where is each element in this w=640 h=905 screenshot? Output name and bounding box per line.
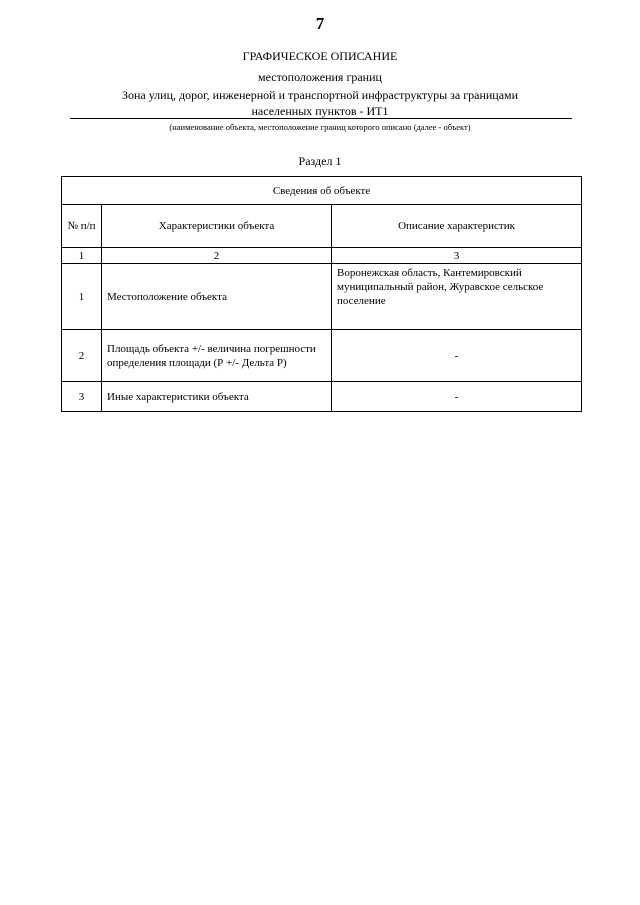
object-name-line-1: Зона улиц, дорог, инженерной и транспортной инфраструктуры за границами [121, 88, 519, 102]
row-number: 2 [62, 330, 102, 382]
table-row [62, 330, 582, 382]
row-description: - [332, 330, 582, 382]
column-number: 3 [332, 248, 582, 264]
object-name [90, 87, 550, 119]
row-characteristic: Местоположение объекта [102, 264, 332, 330]
document-subtitle: местоположения границ [258, 70, 382, 84]
column-header-number: № п/п [62, 205, 102, 248]
table-row [62, 264, 582, 330]
table-title: Сведения об объекте [62, 177, 582, 205]
row-description: Воронежская область, Кантемировский муниципальный район, Журавское сельское поселение [332, 264, 582, 330]
column-header-characteristic: Характеристики объекта [102, 205, 332, 248]
column-number: 1 [62, 248, 102, 264]
column-number-row [62, 248, 582, 264]
object-caption: (наименование объекта, местоположение границ которого описано (далее - объект) [169, 122, 471, 132]
column-number: 2 [102, 248, 332, 264]
table-row [62, 382, 582, 412]
row-characteristic: Площадь объекта +/- величина погрешности определения площади (Р +/- Дельта Р) [102, 330, 332, 382]
row-description: - [332, 382, 582, 412]
column-header-description: Описание характеристик [332, 205, 582, 248]
object-info-table [61, 176, 582, 412]
table-title-row [62, 177, 582, 205]
table-header-row [62, 205, 582, 248]
object-name-line-2: населенных пунктов - ИТ1 [251, 104, 389, 118]
row-number: 1 [62, 264, 102, 330]
row-number: 3 [62, 382, 102, 412]
section-label: Раздел 1 [298, 154, 342, 168]
document-title: ГРАФИЧЕСКОЕ ОПИСАНИЕ [242, 49, 398, 63]
header-divider [70, 118, 572, 119]
page-number: 7 [315, 14, 325, 33]
row-characteristic: Иные характеристики объекта [102, 382, 332, 412]
